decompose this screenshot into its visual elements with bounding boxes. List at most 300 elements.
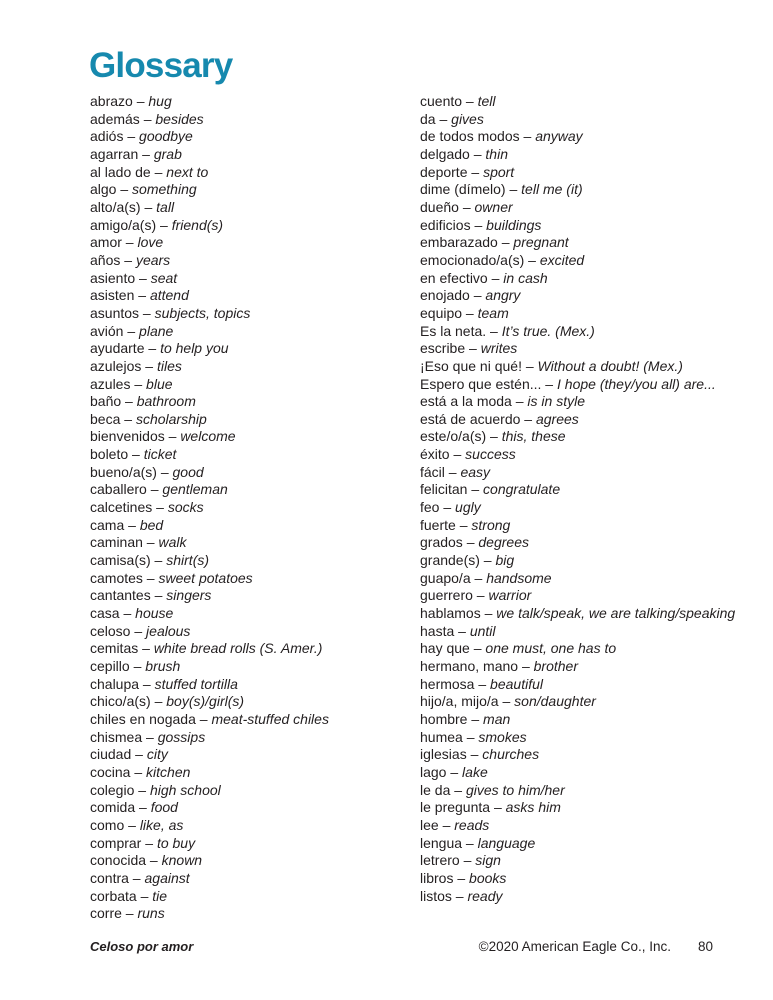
glossary-entry xyxy=(420,729,760,747)
definition: team xyxy=(477,304,509,321)
dash-separator: – xyxy=(150,587,167,604)
definition: tell xyxy=(477,93,496,109)
definition: son/​daughter xyxy=(514,693,596,710)
glossary-entry xyxy=(420,552,760,570)
dash-separator: – xyxy=(123,322,140,339)
dash-separator: – xyxy=(195,710,212,727)
definition: tiles xyxy=(156,357,182,374)
dash-separator: – xyxy=(139,110,156,127)
dash-separator: – xyxy=(152,499,168,516)
definition: jealous xyxy=(146,622,191,639)
dash-separator: – xyxy=(138,145,154,162)
definition: years xyxy=(135,251,171,268)
glossary-entry xyxy=(420,217,760,235)
definition: walk xyxy=(158,534,187,551)
dash-separator: – xyxy=(458,198,475,215)
term: lago xyxy=(420,763,447,780)
dash-separator: – xyxy=(490,799,506,816)
glossary-entry xyxy=(420,393,760,411)
glossary-entry xyxy=(90,552,420,570)
definition: beautiful xyxy=(490,675,543,692)
glossary-entry xyxy=(90,93,420,111)
term: fácil xyxy=(420,463,445,480)
term: hermosa xyxy=(420,675,475,692)
dash-separator: – xyxy=(505,181,522,198)
glossary-entry xyxy=(90,252,420,270)
definition: tie xyxy=(152,887,168,904)
glossary-entry xyxy=(420,411,760,429)
dash-separator: – xyxy=(521,357,538,374)
glossary-entry xyxy=(420,323,760,341)
term: chico/a(s) xyxy=(90,693,151,710)
definition: gentleman xyxy=(162,481,228,498)
definition: I hope (they/​you all) are... xyxy=(557,375,716,392)
term: comprar xyxy=(90,834,142,851)
term: dueño xyxy=(420,198,459,215)
definition: warrior xyxy=(488,587,532,604)
dash-separator: – xyxy=(156,463,173,480)
glossary-entry xyxy=(90,340,420,358)
definition: besides xyxy=(155,110,204,127)
term: bienvenidos xyxy=(90,428,165,445)
definition: hug xyxy=(148,93,172,109)
definition: asks him xyxy=(505,799,561,816)
definition: is in style xyxy=(527,393,585,410)
dash-separator: – xyxy=(450,781,466,798)
definition: writes xyxy=(480,340,518,357)
dash-separator: – xyxy=(150,693,167,710)
definition: degrees xyxy=(478,534,529,551)
term: grados xyxy=(420,534,463,551)
glossary-entry xyxy=(90,605,420,623)
term: agarran xyxy=(90,145,139,162)
term: azulejos xyxy=(90,357,142,374)
definition: angry xyxy=(485,287,521,304)
definition: to help you xyxy=(160,340,229,357)
definition: sign xyxy=(475,852,501,869)
dash-separator: – xyxy=(467,710,484,727)
dash-separator: – xyxy=(451,887,468,904)
term: fuerte xyxy=(420,516,456,533)
definition: house xyxy=(135,605,174,622)
term: colegio xyxy=(90,781,135,798)
glossary-entry xyxy=(420,605,760,623)
dash-separator: – xyxy=(139,304,155,321)
dash-separator: – xyxy=(142,534,159,551)
definition: success xyxy=(465,446,516,463)
page-number: 80 xyxy=(697,939,713,954)
term: cemitas xyxy=(90,640,139,657)
term: está a la moda xyxy=(420,393,512,410)
definition: brush xyxy=(145,658,181,674)
definition: subjects, topics xyxy=(154,304,251,321)
dash-separator: – xyxy=(130,375,147,392)
dash-separator: – xyxy=(467,481,484,498)
term: chalupa xyxy=(90,675,140,692)
dash-separator: – xyxy=(136,887,153,904)
dash-separator: – xyxy=(164,428,181,445)
glossary-entry xyxy=(420,146,760,164)
glossary-entry xyxy=(420,111,760,129)
glossary-entry xyxy=(420,764,760,782)
definition: tall xyxy=(156,198,175,215)
term: felicitan xyxy=(420,481,468,498)
term: edificios xyxy=(420,216,471,233)
definition: man xyxy=(483,710,511,727)
dash-separator: – xyxy=(480,605,497,622)
glossary-entry xyxy=(90,111,420,129)
dash-separator: – xyxy=(132,93,149,109)
dash-separator: – xyxy=(524,251,540,268)
page-title: Glossary xyxy=(89,46,233,85)
dash-separator: – xyxy=(469,640,486,657)
glossary-entry xyxy=(420,376,760,394)
glossary-entry xyxy=(90,128,420,146)
term: contra xyxy=(90,869,129,886)
dash-separator: – xyxy=(462,93,478,109)
dash-separator: – xyxy=(439,499,456,516)
dash-separator: – xyxy=(150,552,167,569)
definition: boy(s)/​girl(s) xyxy=(166,693,245,710)
term: camotes xyxy=(90,569,143,586)
dash-separator: – xyxy=(462,728,479,745)
term: alto/a(s) xyxy=(90,198,141,215)
definition: gives to him/​her xyxy=(465,781,565,798)
term: libros xyxy=(420,869,454,886)
term: comida xyxy=(90,799,136,816)
glossary-entry xyxy=(90,164,420,182)
glossary-entry xyxy=(90,464,420,482)
glossary-entry xyxy=(90,640,420,658)
definition: easy xyxy=(460,463,491,480)
glossary-entry xyxy=(420,340,760,358)
dash-separator: – xyxy=(486,428,502,445)
dash-separator: – xyxy=(462,304,478,321)
definition: anyway xyxy=(535,128,583,145)
glossary-entry xyxy=(90,905,420,923)
dash-separator: – xyxy=(146,852,162,869)
definition: blue xyxy=(146,375,173,392)
dash-separator: – xyxy=(135,799,151,816)
glossary-entry xyxy=(420,199,760,217)
glossary-entry xyxy=(420,835,760,853)
glossary-entry xyxy=(420,428,760,446)
term: escribe xyxy=(420,340,466,357)
dash-separator: – xyxy=(466,746,483,763)
dash-separator: – xyxy=(123,128,140,145)
definition: tell me (it) xyxy=(521,181,583,198)
glossary-entry xyxy=(90,676,420,694)
term: guapo/a xyxy=(420,569,471,586)
glossary-entry xyxy=(420,93,760,111)
dash-separator: – xyxy=(518,658,534,674)
definition: attend xyxy=(149,287,189,304)
definition: we talk/​speak, we are talking/​speaking xyxy=(496,605,736,622)
glossary-entry xyxy=(90,888,420,906)
dash-separator: – xyxy=(474,675,491,692)
copyright-text: ©2020 American Eagle Co., Inc. xyxy=(478,939,671,954)
glossary-entry xyxy=(420,270,760,288)
definition: gossips xyxy=(157,728,206,745)
term: da xyxy=(420,110,436,127)
dash-separator: – xyxy=(141,357,157,374)
dash-separator: – xyxy=(465,340,481,357)
term: asuntos xyxy=(90,304,140,321)
term: algo xyxy=(90,181,117,198)
term: al lado de xyxy=(90,163,151,180)
term: hablamos xyxy=(420,605,481,622)
glossary-entry xyxy=(90,199,420,217)
definition: big xyxy=(495,552,515,569)
glossary-entry xyxy=(420,358,760,376)
glossary-entry xyxy=(420,164,760,182)
term: amor xyxy=(90,234,122,251)
definition: socks xyxy=(167,499,204,516)
definition: this, these xyxy=(501,428,566,445)
glossary-entry xyxy=(420,799,760,817)
definition: kitchen xyxy=(146,763,191,780)
term: deporte xyxy=(420,163,468,180)
definition: lake xyxy=(462,763,488,780)
glossary-entry xyxy=(420,305,760,323)
definition: singers xyxy=(166,587,212,604)
glossary-entry xyxy=(420,252,760,270)
definition: love xyxy=(137,234,164,251)
term: humea xyxy=(420,728,463,745)
glossary-entry xyxy=(420,481,760,499)
term: hermano, mano xyxy=(420,658,519,674)
dash-separator: – xyxy=(120,251,136,268)
definition: ready xyxy=(467,887,503,904)
glossary-entry xyxy=(90,446,420,464)
glossary-entry xyxy=(420,640,760,658)
glossary-entry xyxy=(420,746,760,764)
definition: It’s true. (Mex.) xyxy=(501,322,595,339)
definition: bathroom xyxy=(136,393,196,410)
term: cama xyxy=(90,516,125,533)
glossary-entry xyxy=(90,376,420,394)
glossary-entry xyxy=(90,852,420,870)
term: abrazo xyxy=(90,93,133,109)
definition: welcome xyxy=(180,428,236,445)
dash-separator: – xyxy=(141,834,157,851)
definition: thin xyxy=(485,145,508,162)
term: asisten xyxy=(90,287,135,304)
term: avión xyxy=(90,322,124,339)
definition: like, as xyxy=(139,816,184,833)
glossary-entry xyxy=(90,481,420,499)
glossary-entry xyxy=(90,870,420,888)
definition: ugly xyxy=(455,499,481,516)
glossary-entry xyxy=(90,587,420,605)
glossary-entry xyxy=(90,746,420,764)
definition: good xyxy=(172,463,204,480)
glossary-entry xyxy=(420,587,760,605)
glossary-entry xyxy=(90,234,420,252)
glossary-entry xyxy=(90,287,420,305)
definition: Without a doubt! (Mex.) xyxy=(537,357,683,374)
dash-separator: – xyxy=(487,269,504,286)
term: adiós xyxy=(90,128,124,145)
dash-separator: – xyxy=(138,640,154,657)
dash-separator: – xyxy=(146,481,163,498)
glossary-entry xyxy=(90,428,420,446)
term: equipo xyxy=(420,304,463,321)
glossary-entry xyxy=(90,693,420,711)
term: de todos modos xyxy=(420,128,520,145)
dash-separator: – xyxy=(479,552,496,569)
glossary-entry xyxy=(90,411,420,429)
dash-separator: – xyxy=(470,569,487,586)
term: lengua xyxy=(420,834,463,851)
definition: goodbye xyxy=(139,128,193,145)
dash-separator: – xyxy=(121,234,138,251)
term: amigo/a(s) xyxy=(90,216,157,233)
page-footer xyxy=(90,939,713,955)
dash-separator: – xyxy=(119,605,136,622)
term: cocina xyxy=(90,763,131,780)
term: conocida xyxy=(90,852,147,869)
glossary-entry xyxy=(90,146,420,164)
glossary-entry xyxy=(90,570,420,588)
dash-separator: – xyxy=(467,163,484,180)
dash-separator: – xyxy=(130,622,147,639)
glossary-entry xyxy=(90,782,420,800)
book-title: Celoso por amor xyxy=(90,939,194,954)
glossary-entry xyxy=(420,464,760,482)
glossary-entry xyxy=(90,623,420,641)
term: emocionado/a(s) xyxy=(420,251,525,268)
dash-separator: – xyxy=(435,110,452,127)
glossary-entry xyxy=(90,711,420,729)
glossary-entry xyxy=(90,323,420,341)
definition: smokes xyxy=(478,728,527,745)
glossary-entry xyxy=(90,658,420,676)
definition: seat xyxy=(150,269,178,286)
dash-separator: – xyxy=(541,375,557,392)
definition: strong xyxy=(471,516,511,533)
term: embarazado xyxy=(420,234,498,251)
definition: buildings xyxy=(486,216,542,233)
term: hombre xyxy=(420,710,468,727)
dash-separator: – xyxy=(142,728,158,745)
term: hasta xyxy=(420,622,455,639)
definition: until xyxy=(469,622,496,639)
glossary-entry xyxy=(420,446,760,464)
term: feo xyxy=(420,499,440,516)
term: le pregunta xyxy=(420,799,491,816)
dash-separator: – xyxy=(462,834,478,851)
glossary-entry xyxy=(420,287,760,305)
term: camisa(s) xyxy=(90,552,151,569)
dash-separator: – xyxy=(120,410,136,427)
glossary-entry xyxy=(420,128,760,146)
definition: pregnant xyxy=(513,234,569,251)
term: enojado xyxy=(420,287,470,304)
definition: to buy xyxy=(156,834,196,851)
term: corbata xyxy=(90,887,137,904)
definition: excited xyxy=(539,251,585,268)
glossary-entry xyxy=(90,817,420,835)
term: está de acuerdo xyxy=(420,410,521,427)
dash-separator: – xyxy=(453,869,470,886)
definition: next to xyxy=(166,163,209,180)
term: baño xyxy=(90,393,122,410)
term: beca xyxy=(90,410,121,427)
term: cuento xyxy=(420,93,463,109)
glossary-entry xyxy=(420,499,760,517)
glossary-entry xyxy=(90,181,420,199)
glossary-entry xyxy=(420,534,760,552)
dash-separator: – xyxy=(116,181,133,198)
dash-separator: – xyxy=(511,393,528,410)
definition: friend(s) xyxy=(171,216,224,233)
glossary-entry xyxy=(90,305,420,323)
definition: meat-stuffed chiles xyxy=(211,710,329,727)
definition: in cash xyxy=(503,269,548,286)
term: Es la neta. xyxy=(420,322,487,339)
definition: bed xyxy=(139,516,164,533)
glossary-entry xyxy=(90,499,420,517)
dash-separator: – xyxy=(121,393,137,410)
definition: plane xyxy=(139,322,174,339)
glossary-columns xyxy=(90,93,760,923)
glossary-entry xyxy=(90,393,420,411)
dash-separator: – xyxy=(449,446,466,463)
glossary-entry xyxy=(420,711,760,729)
definition: agrees xyxy=(535,410,579,427)
term: cantantes xyxy=(90,587,151,604)
glossary-entry xyxy=(420,782,760,800)
glossary-entry xyxy=(420,181,760,199)
definition: known xyxy=(161,852,203,869)
term: letrero xyxy=(420,852,460,869)
definition: grab xyxy=(153,145,182,162)
dash-separator: – xyxy=(462,534,479,551)
definition: runs xyxy=(137,905,165,922)
glossary-entry xyxy=(420,852,760,870)
glossary-column-left xyxy=(90,93,420,923)
dash-separator: – xyxy=(497,234,514,251)
term: chiles en nogada xyxy=(90,710,196,727)
dash-separator: – xyxy=(472,587,489,604)
glossary-entry xyxy=(90,764,420,782)
term: asiento xyxy=(90,269,136,286)
glossary-entry xyxy=(90,835,420,853)
dash-separator: – xyxy=(156,216,172,233)
term: hijo/a, mijo/a xyxy=(420,693,499,710)
term: iglesias xyxy=(420,746,467,763)
term: años xyxy=(90,251,121,268)
term: guerrero xyxy=(420,587,473,604)
glossary-entry xyxy=(420,676,760,694)
glossary-entry xyxy=(90,217,420,235)
glossary-entry xyxy=(90,729,420,747)
dash-separator: – xyxy=(520,410,536,427)
dash-separator: – xyxy=(128,446,144,463)
footer-right xyxy=(479,939,713,955)
definition: something xyxy=(132,181,197,198)
glossary-entry xyxy=(90,799,420,817)
glossary-column-right xyxy=(420,93,760,905)
term: ayudarte xyxy=(90,340,145,357)
dash-separator: – xyxy=(150,163,167,180)
term: chismea xyxy=(90,728,143,745)
dash-separator: – xyxy=(130,763,147,780)
dash-separator: – xyxy=(140,198,157,215)
term: hay que xyxy=(420,640,470,657)
definition: one must, one has to xyxy=(485,640,617,657)
